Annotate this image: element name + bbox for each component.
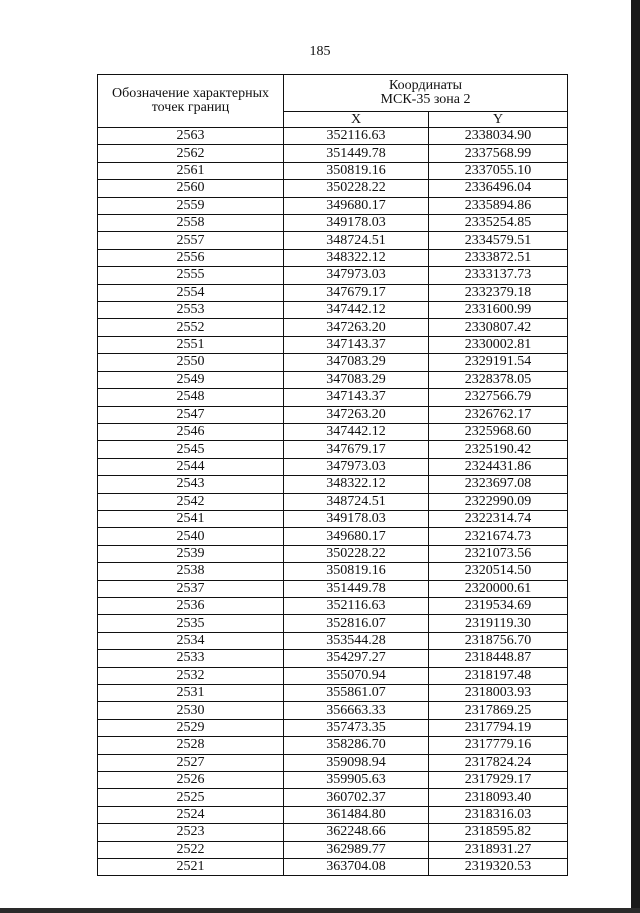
table-row: [98, 545, 568, 562]
coordinates-table: [97, 74, 568, 876]
table-row: [98, 737, 568, 754]
table-row: [98, 354, 568, 371]
point-id-cell: 2528: [98, 737, 284, 754]
x-coordinate-cell: 347083.29: [284, 371, 429, 388]
y-coordinate-cell: 2317929.17: [429, 772, 568, 789]
point-id-cell: 2560: [98, 180, 284, 197]
x-coordinate-cell: 352816.07: [284, 615, 429, 632]
table-row: [98, 249, 568, 266]
x-coordinate-cell: 347973.03: [284, 267, 429, 284]
point-id-cell: 2554: [98, 284, 284, 301]
x-coordinate-cell: 349178.03: [284, 215, 429, 232]
y-coordinate-cell: 2320000.61: [429, 580, 568, 597]
y-coordinate-cell: 2326762.17: [429, 406, 568, 423]
point-id-cell: 2544: [98, 458, 284, 475]
x-coordinate-cell: 352116.63: [284, 128, 429, 145]
y-coordinate-cell: 2318931.27: [429, 841, 568, 858]
table-row: [98, 510, 568, 527]
y-coordinate-cell: 2333137.73: [429, 267, 568, 284]
y-coordinate-cell: 2318197.48: [429, 667, 568, 684]
point-id-cell: 2527: [98, 754, 284, 771]
table-row: [98, 197, 568, 214]
point-id-cell: 2555: [98, 267, 284, 284]
y-coordinate-cell: 2318448.87: [429, 650, 568, 667]
y-coordinate-cell: 2320514.50: [429, 563, 568, 580]
table-row: [98, 528, 568, 545]
point-id-cell: 2535: [98, 615, 284, 632]
y-coordinate-cell: 2318003.93: [429, 685, 568, 702]
point-id-cell: 2543: [98, 476, 284, 493]
point-id-cell: 2545: [98, 441, 284, 458]
table-row: [98, 267, 568, 284]
table-row: [98, 493, 568, 510]
y-coordinate-cell: 2332379.18: [429, 284, 568, 301]
y-coordinate-cell: 2321674.73: [429, 528, 568, 545]
point-id-cell: 2540: [98, 528, 284, 545]
point-id-cell: 2559: [98, 197, 284, 214]
y-coordinate-cell: 2327566.79: [429, 389, 568, 406]
x-coordinate-cell: 351449.78: [284, 580, 429, 597]
header-coordinates-system: МСК-35 зона 2: [380, 92, 471, 108]
x-coordinate-cell: 361484.80: [284, 806, 429, 823]
table-row: [98, 302, 568, 319]
y-coordinate-cell: 2317794.19: [429, 719, 568, 736]
table-row: [98, 458, 568, 475]
table-row: [98, 667, 568, 684]
header-y: Y: [429, 112, 568, 128]
x-coordinate-cell: 353544.28: [284, 632, 429, 649]
y-coordinate-cell: 2334579.51: [429, 232, 568, 249]
x-coordinate-cell: 355070.94: [284, 667, 429, 684]
point-id-cell: 2538: [98, 563, 284, 580]
x-coordinate-cell: 354297.27: [284, 650, 429, 667]
table-row: [98, 284, 568, 301]
table-row: [98, 650, 568, 667]
x-coordinate-cell: 359905.63: [284, 772, 429, 789]
x-coordinate-cell: 352116.63: [284, 597, 429, 614]
point-id-cell: 2563: [98, 128, 284, 145]
y-coordinate-cell: 2329191.54: [429, 354, 568, 371]
y-coordinate-cell: 2331600.99: [429, 302, 568, 319]
table-row: [98, 597, 568, 614]
y-coordinate-cell: 2322314.74: [429, 510, 568, 527]
table-row: [98, 580, 568, 597]
table-row: [98, 772, 568, 789]
point-id-cell: 2546: [98, 423, 284, 440]
x-coordinate-cell: 355861.07: [284, 685, 429, 702]
point-id-cell: 2549: [98, 371, 284, 388]
y-coordinate-cell: 2318093.40: [429, 789, 568, 806]
x-coordinate-cell: 347442.12: [284, 302, 429, 319]
table-row: [98, 702, 568, 719]
y-coordinate-cell: 2317779.16: [429, 737, 568, 754]
x-coordinate-cell: 347679.17: [284, 441, 429, 458]
x-coordinate-cell: 348724.51: [284, 493, 429, 510]
y-coordinate-cell: 2336496.04: [429, 180, 568, 197]
y-coordinate-cell: 2323697.08: [429, 476, 568, 493]
point-id-cell: 2537: [98, 580, 284, 597]
table-row: [98, 685, 568, 702]
point-id-cell: 2524: [98, 806, 284, 823]
point-id-cell: 2558: [98, 215, 284, 232]
point-id-cell: 2523: [98, 824, 284, 841]
x-coordinate-cell: 357473.35: [284, 719, 429, 736]
point-id-cell: 2534: [98, 632, 284, 649]
table-row: [98, 824, 568, 841]
y-coordinate-cell: 2330002.81: [429, 336, 568, 353]
y-coordinate-cell: 2319119.30: [429, 615, 568, 632]
table-row: [98, 841, 568, 858]
table-row: [98, 859, 568, 876]
header-coordinates-title: Координаты: [389, 78, 462, 94]
point-id-cell: 2526: [98, 772, 284, 789]
x-coordinate-cell: 350228.22: [284, 180, 429, 197]
point-id-cell: 2561: [98, 162, 284, 179]
point-id-cell: 2541: [98, 510, 284, 527]
point-id-cell: 2521: [98, 859, 284, 876]
y-coordinate-cell: 2324431.86: [429, 458, 568, 475]
x-coordinate-cell: 349680.17: [284, 528, 429, 545]
x-coordinate-cell: 348724.51: [284, 232, 429, 249]
table-row: [98, 180, 568, 197]
point-id-cell: 2531: [98, 685, 284, 702]
point-id-cell: 2557: [98, 232, 284, 249]
x-coordinate-cell: 362248.66: [284, 824, 429, 841]
y-coordinate-cell: 2318316.03: [429, 806, 568, 823]
table-row: [98, 719, 568, 736]
y-coordinate-cell: 2338034.90: [429, 128, 568, 145]
table-row: [98, 232, 568, 249]
point-id-cell: 2533: [98, 650, 284, 667]
page-number: 185: [309, 44, 331, 59]
table-row: [98, 476, 568, 493]
header-points-label: Обозначение характерных точек границ: [112, 86, 269, 115]
table-row: [98, 441, 568, 458]
point-id-cell: 2525: [98, 789, 284, 806]
y-coordinate-cell: 2321073.56: [429, 545, 568, 562]
x-coordinate-cell: 349680.17: [284, 197, 429, 214]
y-coordinate-cell: 2318595.82: [429, 824, 568, 841]
y-coordinate-cell: 2328378.05: [429, 371, 568, 388]
y-coordinate-cell: 2335254.85: [429, 215, 568, 232]
table-row: [98, 145, 568, 162]
table-row: [98, 789, 568, 806]
x-coordinate-cell: 347973.03: [284, 458, 429, 475]
table-row: [98, 806, 568, 823]
point-id-cell: 2550: [98, 354, 284, 371]
point-id-cell: 2532: [98, 667, 284, 684]
y-coordinate-cell: 2319534.69: [429, 597, 568, 614]
x-coordinate-cell: 347263.20: [284, 406, 429, 423]
point-id-cell: 2551: [98, 336, 284, 353]
point-id-cell: 2530: [98, 702, 284, 719]
y-coordinate-cell: 2337568.99: [429, 145, 568, 162]
y-coordinate-cell: 2322990.09: [429, 493, 568, 510]
y-coordinate-cell: 2317824.24: [429, 754, 568, 771]
x-coordinate-cell: 350228.22: [284, 545, 429, 562]
x-coordinate-cell: 363704.08: [284, 859, 429, 876]
table-row: [98, 615, 568, 632]
table-row: [98, 754, 568, 771]
table-row: [98, 423, 568, 440]
y-coordinate-cell: 2333872.51: [429, 249, 568, 266]
x-coordinate-cell: 347679.17: [284, 284, 429, 301]
y-coordinate-cell: 2325190.42: [429, 441, 568, 458]
y-coordinate-cell: 2319320.53: [429, 859, 568, 876]
point-id-cell: 2552: [98, 319, 284, 336]
table-row: [98, 215, 568, 232]
x-coordinate-cell: 362989.77: [284, 841, 429, 858]
x-coordinate-cell: 356663.33: [284, 702, 429, 719]
table-row: [98, 336, 568, 353]
table-row: [98, 371, 568, 388]
x-coordinate-cell: 347143.37: [284, 389, 429, 406]
table-row: [98, 162, 568, 179]
y-coordinate-cell: 2318756.70: [429, 632, 568, 649]
x-coordinate-cell: 350819.16: [284, 162, 429, 179]
x-coordinate-cell: 360702.37: [284, 789, 429, 806]
table-row: [98, 319, 568, 336]
table-row: [98, 563, 568, 580]
y-coordinate-cell: 2337055.10: [429, 162, 568, 179]
x-coordinate-cell: 358286.70: [284, 737, 429, 754]
table-row: [98, 406, 568, 423]
y-coordinate-cell: 2335894.86: [429, 197, 568, 214]
x-coordinate-cell: 349178.03: [284, 510, 429, 527]
header-coordinates: [284, 75, 568, 112]
point-id-cell: 2556: [98, 249, 284, 266]
point-id-cell: 2542: [98, 493, 284, 510]
table-row: [98, 128, 568, 145]
point-id-cell: 2553: [98, 302, 284, 319]
point-id-cell: 2539: [98, 545, 284, 562]
y-coordinate-cell: 2325968.60: [429, 423, 568, 440]
table-body: [98, 128, 568, 876]
x-coordinate-cell: 347442.12: [284, 423, 429, 440]
x-coordinate-cell: 347143.37: [284, 336, 429, 353]
table-row: [98, 632, 568, 649]
table-row: [98, 389, 568, 406]
x-coordinate-cell: 347083.29: [284, 354, 429, 371]
point-id-cell: 2536: [98, 597, 284, 614]
y-coordinate-cell: 2317869.25: [429, 702, 568, 719]
x-coordinate-cell: 359098.94: [284, 754, 429, 771]
x-coordinate-cell: 351449.78: [284, 145, 429, 162]
point-id-cell: 2547: [98, 406, 284, 423]
point-id-cell: 2529: [98, 719, 284, 736]
y-coordinate-cell: 2330807.42: [429, 319, 568, 336]
scan-edge-right: [631, 0, 640, 913]
x-coordinate-cell: 347263.20: [284, 319, 429, 336]
x-coordinate-cell: 350819.16: [284, 563, 429, 580]
header-x: X: [284, 112, 429, 128]
x-coordinate-cell: 348322.12: [284, 476, 429, 493]
point-id-cell: 2562: [98, 145, 284, 162]
point-id-cell: 2522: [98, 841, 284, 858]
x-coordinate-cell: 348322.12: [284, 249, 429, 266]
scan-edge-bottom: [0, 908, 640, 913]
point-id-cell: 2548: [98, 389, 284, 406]
header-points: [98, 75, 284, 128]
